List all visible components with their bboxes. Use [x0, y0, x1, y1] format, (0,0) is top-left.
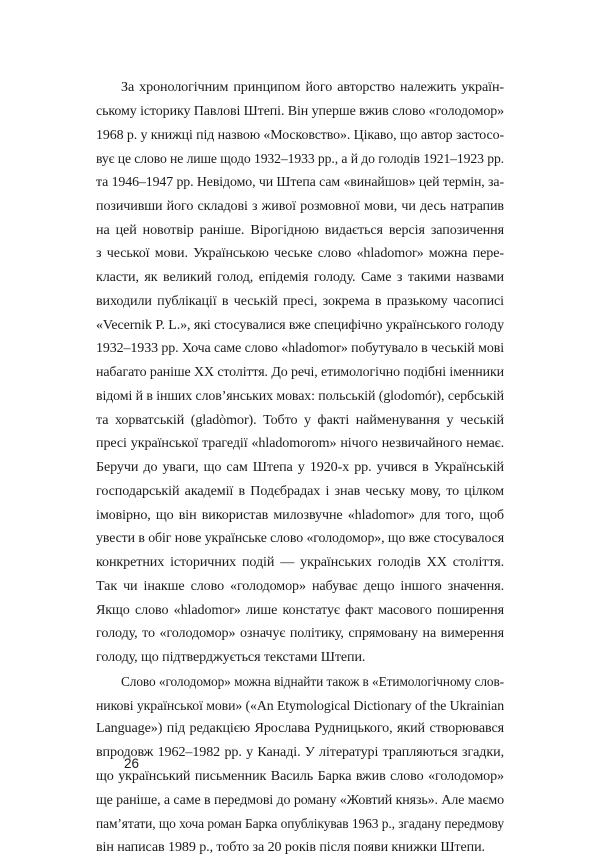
text-line: увести в обіг нове українське слово «голодомор», що вже стосувалося [96, 531, 504, 547]
text-line: голоду, то «голодомор» означує політику, спрямовану на вимерення [96, 625, 504, 642]
text-line: ще раніше, а саме в передмові до роману «Жовтий князь». Але маємо [96, 792, 504, 808]
text-line: голоду, що підтверджується текстами Штепи. [96, 649, 366, 665]
text-line: 1968 р. у книжці під назвою «Московство». Цікаво, що автор застосо- [96, 127, 504, 143]
text-line: Слово «голодомор» можна віднайти також в «Етимологічному слов- [121, 673, 504, 689]
text-line: що український письменник Василь Барка вжив слово «голодомор» [96, 767, 504, 784]
text-line: 1932–1933 рр. Хоча саме слово «hladomor» побутувало в чеській мові [96, 341, 504, 357]
text-line: з чеської мови. Українською чеське слово «hladomor» можна пере- [96, 245, 504, 262]
text-line: конкретних історичних подій — українських голодів XX століття. [96, 554, 504, 570]
page-number: 26 [124, 756, 140, 771]
text-line: відомі й в інших слов’янських мовах: польській (glodomór), сербській [96, 388, 504, 404]
text-line: виходили публікації в чеській пресі, зокрема в празькому часописі [96, 292, 504, 309]
text-line: класти, як великий голод, епідемія голоду. Саме з такими назвами [96, 269, 504, 285]
text-line: господарській академії в Подєбрадах і знав чеську мову, то цілком [96, 482, 504, 499]
text-line: «Vecernik P. L.», які стосувалися вже специфічно українського голоду [96, 317, 504, 333]
text-line: Language») під редакцією Ярослава Рудницького, який створювався [96, 720, 504, 737]
text-line: Беручи до уваги, що сам Штепа у 1920-х рр. учився в Українській [96, 459, 504, 475]
text-line: Якщо слово «hladomor» лише констатує факт масового поширення [96, 601, 504, 618]
paragraph-2 [96, 670, 504, 860]
text-line: вує це слово не лише щодо 1932–1933 рр., а й до голодів 1921–1923 рр. [96, 151, 504, 167]
text-line: позичивши його складові з живої розмовної мови, чи десь натрапив [96, 197, 504, 214]
text-line: За хронологічним принципом його авторство належить україн- [121, 79, 504, 95]
text-line: та хорватській (gladòmor). Тобто у факті найменування у чеській [96, 411, 504, 428]
text-line: ському історику Павлові Штепі. Він уперше вжив слово «голодомор» [96, 103, 504, 119]
text-line: пресі української трагедії «hladomorom» нічого незвичайного немає. [96, 435, 504, 452]
text-line: никові української мови» («An Etymological Dictionary of the Ukrainian [96, 697, 504, 713]
text-line: пам’ятати, що хоча роман Барка опублікував 1963 р., згадану передмову [96, 816, 504, 832]
text-line: імовірно, що він використав милозвучне «hladomor» для того, щоб [96, 506, 504, 523]
text-line: на цей новотвір раніше. Вірогідною видається версія запозичення [96, 221, 504, 238]
text-line: він написав 1989 р., тобто за 20 років після появи книжки Штепи. [96, 839, 485, 855]
text-line: та 1946–1947 рр. Невідомо, чи Штепа сам «винайшов» цей термін, за- [96, 175, 504, 190]
body-text [96, 76, 504, 860]
text-line: Так чи інакше слово «голодомор» набуває дещо іншого значення. [96, 577, 504, 594]
text-line: впродовж 1962–1982 рр. у Канаді. У літературі трапляються згадки, [96, 744, 504, 760]
paragraph-1 [96, 76, 504, 670]
text-line: набагато раніше XX століття. До речі, етимологічно подібні іменники [96, 365, 504, 380]
